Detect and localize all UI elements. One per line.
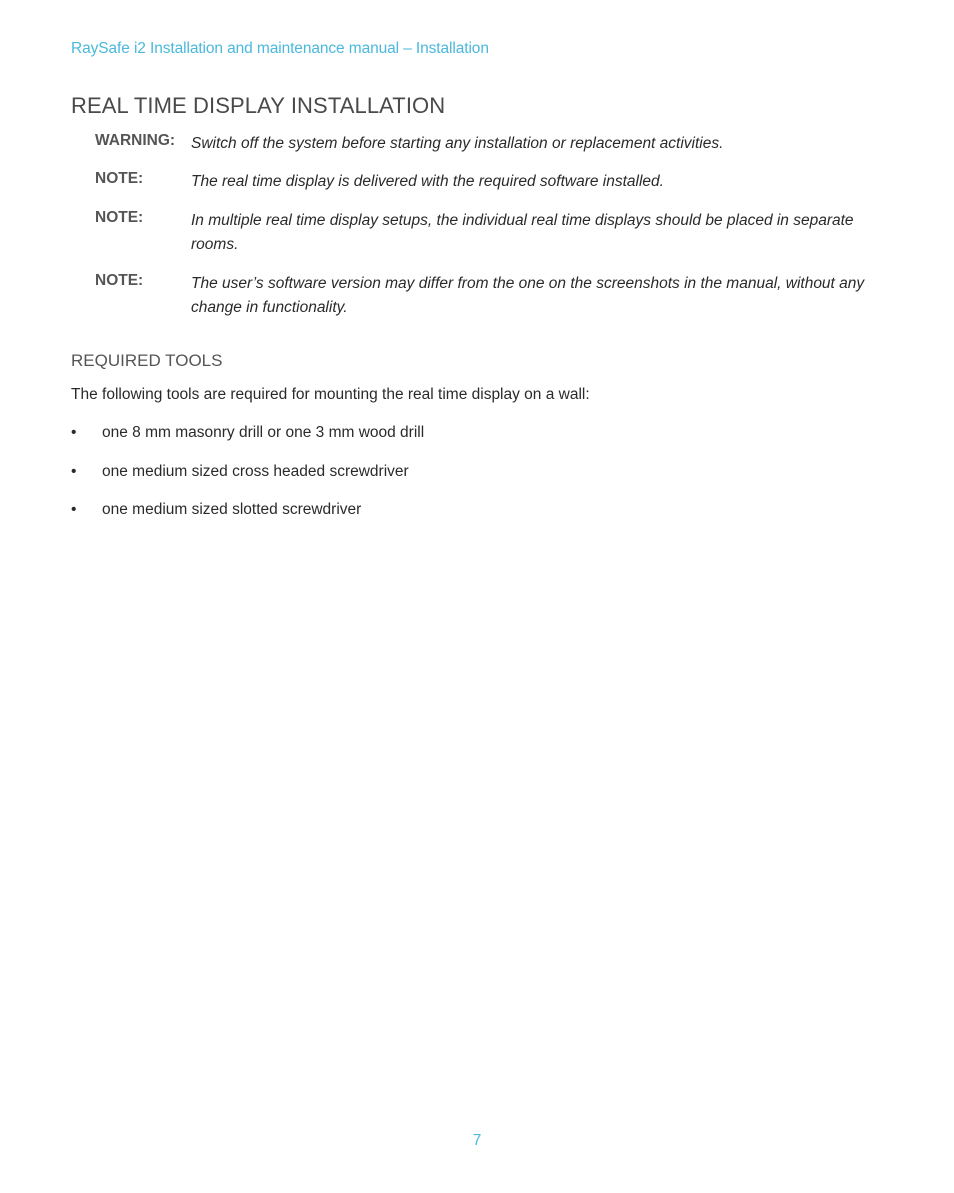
note-label: NOTE: <box>95 272 144 289</box>
running-header: RaySafe i2 Installation and maintenance manual – Installation <box>71 40 489 57</box>
list-item-text: one medium sized cross headed screwdriver <box>102 463 409 480</box>
note-text: The user’s software version may differ from the one on the screenshots in the manual, without any change in functionality. <box>191 275 865 316</box>
required-tools-heading: REQUIRED TOOLS <box>71 351 223 370</box>
bullet-icon: • <box>71 501 77 518</box>
bullet-icon: • <box>71 424 77 441</box>
page-number: 7 <box>472 1132 482 1149</box>
warning-label: WARNING: <box>95 132 176 149</box>
note-label: NOTE: <box>95 209 144 226</box>
note-label: NOTE: <box>95 170 144 187</box>
note-text: The real time display is delivered with the required software installed. <box>191 173 664 190</box>
required-tools-intro: The following tools are required for mounting the real time display on a wall: <box>71 386 590 403</box>
note-text: In multiple real time display setups, the individual real time displays should be placed in separate rooms. <box>191 212 854 253</box>
section-title: REAL TIME DISPLAY INSTALLATION <box>71 93 446 118</box>
list-item-text: one medium sized slotted screwdriver <box>102 501 362 518</box>
bullet-icon: • <box>71 463 77 480</box>
warning-text: Switch off the system before starting any installation or replacement activities. <box>191 135 724 152</box>
list-item-text: one 8 mm masonry drill or one 3 mm wood drill <box>102 424 425 441</box>
